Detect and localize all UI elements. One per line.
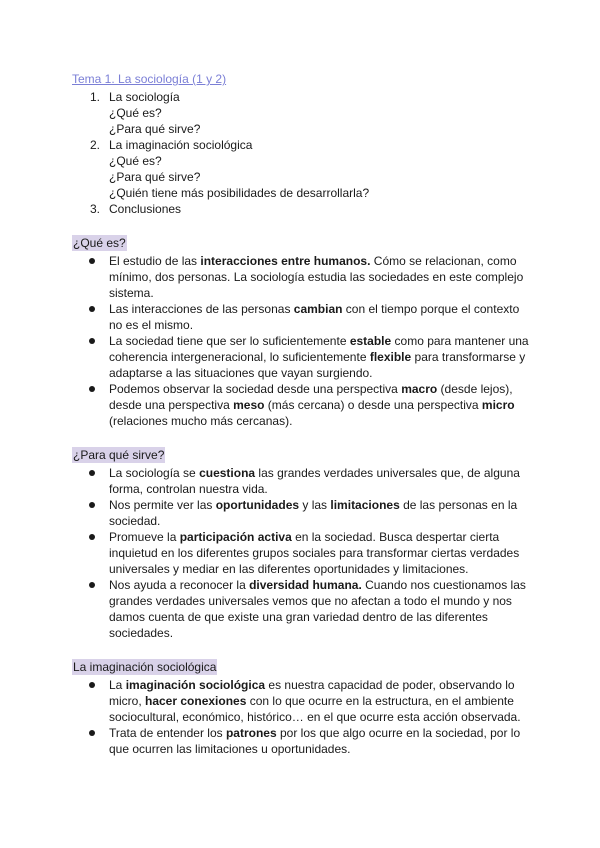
bullet-item bbox=[72, 381, 532, 429]
bullet-dot-icon bbox=[89, 258, 95, 264]
toc-item-line: La imaginación sociológica bbox=[109, 138, 253, 152]
bullet-list bbox=[72, 677, 532, 757]
bold-text: meso bbox=[233, 398, 265, 412]
bullet-dot-icon bbox=[89, 682, 95, 688]
bold-text: flexible bbox=[369, 350, 412, 364]
bullet-item bbox=[72, 677, 532, 725]
text-run: Cuando nos cuestionamos las grandes verdades universales vemos que no afectan a todo el mundo y nos damos cuenta de que existe una gran variedad dentro de las diferentes sociedades. bbox=[109, 578, 526, 640]
text-run: las grandes verdades universales que, de alguna forma, controlan nuestra vida. bbox=[109, 466, 520, 496]
bullet-item bbox=[72, 465, 532, 497]
section bbox=[72, 659, 532, 757]
bold-text: patrones bbox=[225, 726, 277, 740]
bullet-dot-icon bbox=[89, 338, 95, 344]
document-content bbox=[72, 71, 532, 757]
sections-container bbox=[72, 235, 532, 757]
section bbox=[72, 447, 532, 641]
toc-item-line: ¿Qué es? bbox=[109, 154, 162, 168]
text-run: Nos ayuda a reconocer la bbox=[109, 578, 250, 592]
bold-text: limitaciones bbox=[330, 498, 400, 512]
text-run: La sociedad tiene que ser lo suficientemente bbox=[109, 334, 350, 348]
section bbox=[72, 235, 532, 429]
text-run: (más cercana) o desde una perspectiva bbox=[264, 398, 482, 412]
bullet-item bbox=[72, 333, 532, 381]
text-run: para transformarse y adaptarse a las situaciones que vayan surgiendo. bbox=[109, 350, 526, 380]
text-run: Cómo se relacionan, como mínimo, dos personas. La sociología estudia las sociedades en este complejo sistema. bbox=[109, 254, 524, 300]
table-of-contents bbox=[72, 89, 532, 217]
toc-item-line: Conclusiones bbox=[109, 202, 182, 216]
text-run: Promueve la bbox=[109, 530, 180, 544]
document-title-link[interactable]: Tema 1. La sociología (1 y 2) bbox=[72, 72, 227, 86]
bullet-dot-icon bbox=[89, 470, 95, 476]
bullet-item bbox=[72, 253, 532, 301]
toc-item bbox=[72, 137, 532, 201]
bullet-dot-icon bbox=[89, 306, 95, 312]
text-run: Nos permite ver las bbox=[109, 498, 216, 512]
bold-text: imaginación sociológica bbox=[125, 678, 266, 692]
section-heading: La imaginación sociológica bbox=[73, 660, 217, 674]
text-run: de las personas en la sociedad. bbox=[109, 498, 518, 528]
bullet-item bbox=[72, 577, 532, 641]
bullet-dot-icon bbox=[89, 534, 95, 540]
toc-item bbox=[72, 89, 532, 137]
bold-text: participación activa bbox=[179, 530, 292, 544]
bold-text: oportunidades bbox=[215, 498, 300, 512]
bullet-dot-icon bbox=[89, 502, 95, 508]
bullet-list bbox=[72, 253, 532, 429]
bullet-item bbox=[72, 301, 532, 333]
text-run: con lo que ocurre en la estructura, en el ambiente sociocultural, económico, histórico… en el que ocurre esta acción observada. bbox=[109, 694, 521, 724]
bold-text: diversidad humana. bbox=[249, 578, 362, 592]
bullet-item bbox=[72, 725, 532, 757]
text-run: es nuestra capacidad de poder, observando lo micro, bbox=[109, 678, 515, 708]
toc-item-line: ¿Para qué sirve? bbox=[109, 170, 201, 184]
bullet-item bbox=[72, 529, 532, 577]
bullet-list bbox=[72, 465, 532, 641]
toc-item-number: 3. bbox=[90, 202, 101, 216]
bold-text: micro bbox=[481, 398, 515, 412]
toc-item-line: ¿Qué es? bbox=[109, 106, 162, 120]
section-heading: ¿Qué es? bbox=[73, 236, 126, 250]
toc-item bbox=[72, 201, 532, 217]
text-run: en la sociedad. Busca despertar cierta inquietud en los diferentes grupos sociales para transformar ciertas verdades universales y mediar en las diferentes oportunidades y limitaciones. bbox=[109, 530, 520, 576]
bullet-item bbox=[72, 497, 532, 529]
bullet-dot-icon bbox=[89, 386, 95, 392]
toc-item-number: 1. bbox=[90, 90, 101, 104]
bold-text: cambian bbox=[293, 302, 343, 316]
section-heading: ¿Para qué sirve? bbox=[73, 448, 165, 462]
bold-text: macro bbox=[401, 382, 438, 396]
text-run: (relaciones mucho más cercanas). bbox=[109, 414, 293, 428]
text-run: (desde lejos), desde una perspectiva bbox=[109, 382, 513, 412]
toc-item-number: 2. bbox=[90, 138, 101, 152]
bold-text: estable bbox=[349, 334, 392, 348]
text-run: con el tiempo porque el contexto no es el mismo. bbox=[109, 302, 520, 332]
toc-item-line: ¿Quién tiene más posibilidades de desarrollarla? bbox=[109, 186, 370, 200]
bullet-dot-icon bbox=[89, 582, 95, 588]
text-run: como para mantener una coherencia intergeneracional, lo suficientemente bbox=[109, 334, 529, 364]
bold-text: cuestiona bbox=[199, 466, 256, 480]
text-run: Trata de entender los bbox=[109, 726, 226, 740]
bold-text: interacciones entre humanos. bbox=[200, 254, 371, 268]
text-run: por los que algo ocurre en la sociedad, por lo que ocurren las limitaciones u oportunidades. bbox=[109, 726, 521, 756]
text-run: Las interacciones de las personas bbox=[109, 302, 294, 316]
text-run: La sociología se bbox=[109, 466, 200, 480]
text-run: El estudio de las bbox=[109, 254, 201, 268]
bold-text: hacer conexiones bbox=[145, 694, 247, 708]
text-run: La bbox=[109, 678, 126, 692]
toc-item-line: La sociología bbox=[109, 90, 180, 104]
text-run: y las bbox=[299, 498, 331, 512]
bullet-dot-icon bbox=[89, 730, 95, 736]
toc-item-line: ¿Para qué sirve? bbox=[109, 122, 201, 136]
text-run: Podemos observar la sociedad desde una perspectiva bbox=[109, 382, 402, 396]
